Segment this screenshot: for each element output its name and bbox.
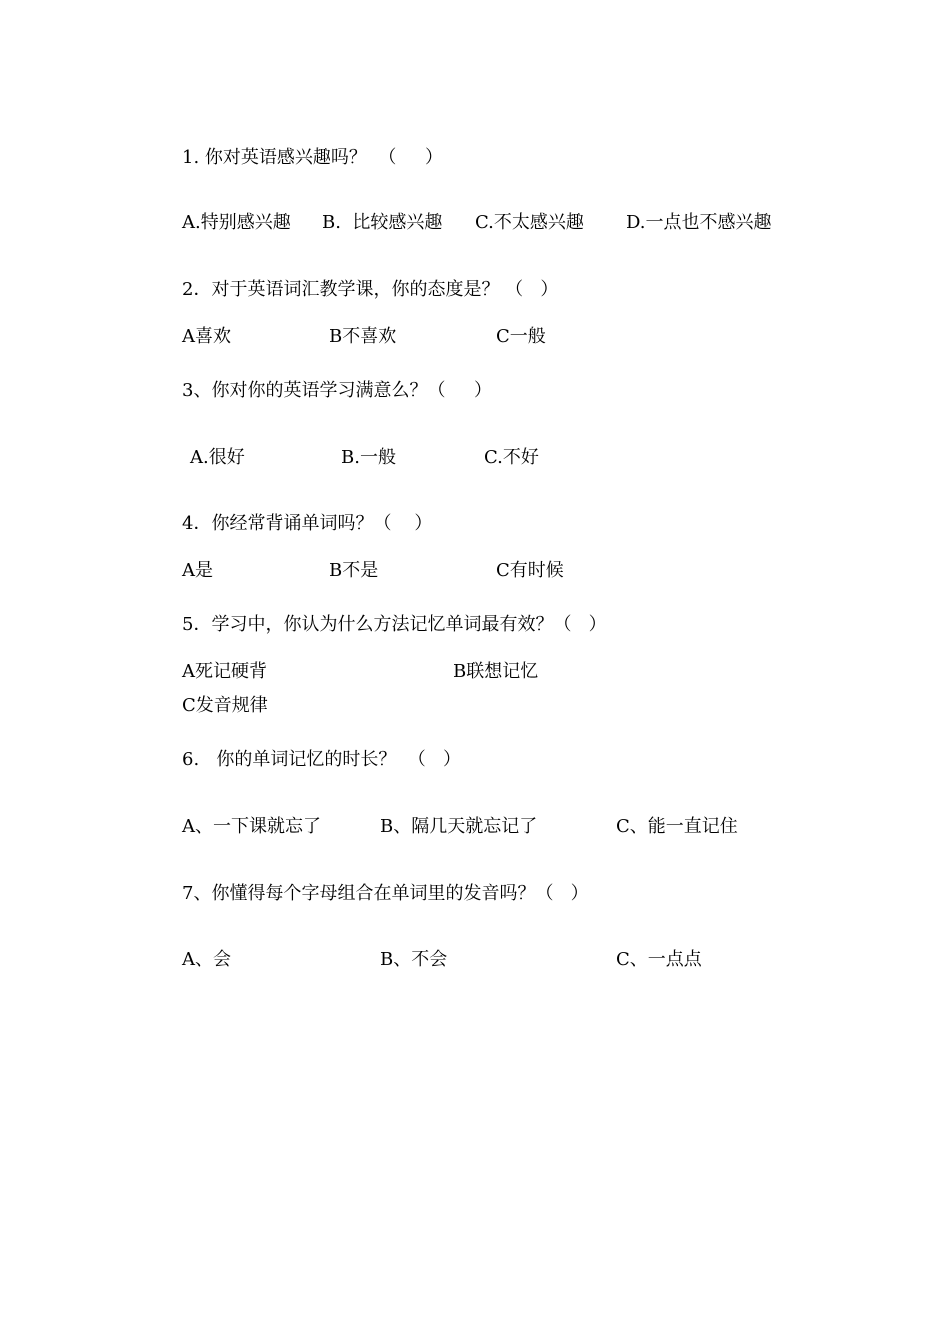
q2-option-a: A喜欢 [182, 326, 231, 347]
q1-option-d: D.一点也不感兴趣 [626, 212, 772, 233]
q5-option-b: B联想记忆 [453, 661, 539, 682]
q6-option-b: B、隔几天就忘记了 [380, 816, 538, 837]
q1-option-b: B. 比较感兴趣 [322, 212, 443, 233]
q2-option-c: C一般 [496, 326, 546, 347]
q3-option-b: B.一般 [341, 447, 396, 468]
q4-option-c: C有时候 [496, 560, 564, 581]
q1-option-a: A.特别感兴趣 [182, 212, 291, 233]
q7-option-a: A、会 [182, 949, 231, 970]
question-3: 3、你对你的英语学习满意么？（ ） [182, 380, 493, 401]
q2-option-b: B不喜欢 [329, 326, 397, 347]
q3-option-c: C.不好 [484, 447, 539, 468]
q7-option-b: B、不会 [380, 949, 448, 970]
question-6: 6. 你的单词记忆的时长？ （ ） [182, 749, 461, 770]
question-2: 2．对于英语词汇教学课，你的态度是？ （ ） [182, 279, 559, 300]
q6-option-c: C、能一直记住 [616, 816, 738, 837]
question-5: 5．学习中，你认为什么方法记忆单词最有效？（ ） [182, 614, 607, 635]
q3-option-a: A.很好 [190, 447, 245, 468]
question-1: 1. 你对英语感兴趣吗？ （ ） [182, 147, 443, 168]
q6-option-a: A、一下课就忘了 [182, 816, 321, 837]
question-4: 4．你经常背诵单词吗？（ ） [182, 513, 433, 534]
q7-option-c: C、一点点 [616, 949, 702, 970]
q5-option-c: C发音规律 [182, 695, 268, 716]
q1-option-c: C.不太感兴趣 [475, 212, 584, 233]
q4-option-a: A是 [182, 560, 213, 581]
question-7: 7、你懂得每个字母组合在单词里的发音吗？（ ） [182, 883, 589, 904]
q4-option-b: B不是 [329, 560, 379, 581]
q5-option-a: A死记硬背 [182, 661, 267, 682]
